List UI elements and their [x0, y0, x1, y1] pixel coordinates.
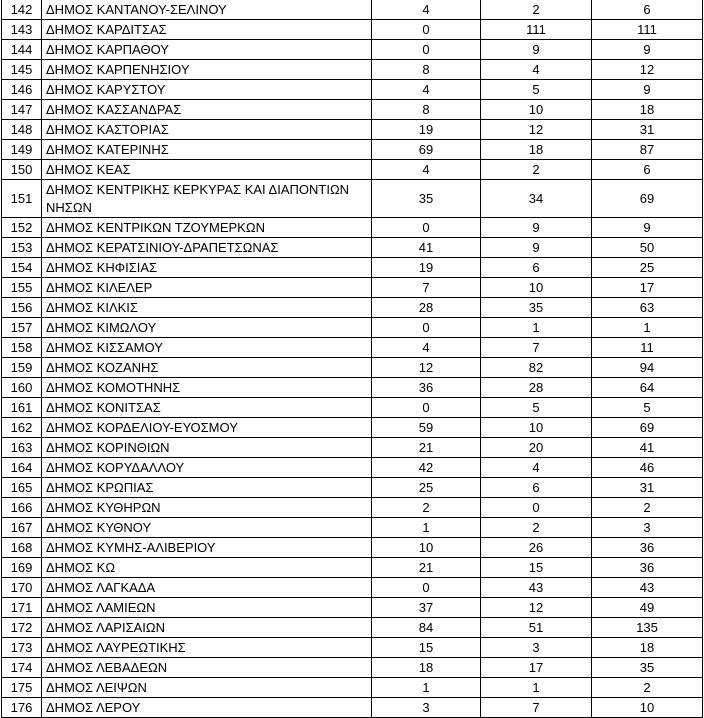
- value-b-cell: 2: [481, 0, 592, 20]
- municipality-name-cell: ΔΗΜΟΣ ΚΡΩΠΙΑΣ: [42, 478, 372, 498]
- row-number-cell: 176: [2, 698, 42, 718]
- value-b-cell: 10: [481, 278, 592, 298]
- table-row: [2, 140, 703, 160]
- total-cell: 35: [592, 658, 703, 678]
- row-number-cell: 160: [2, 378, 42, 398]
- row-number-cell: 143: [2, 20, 42, 40]
- value-b-cell: 10: [481, 418, 592, 438]
- value-b-cell: 9: [481, 40, 592, 60]
- row-number-cell: 154: [2, 258, 42, 278]
- value-b-cell: 6: [481, 258, 592, 278]
- municipality-name-cell: ΔΗΜΟΣ ΛΑΜΙΕΩΝ: [42, 598, 372, 618]
- table-row: [2, 60, 703, 80]
- total-cell: 9: [592, 80, 703, 100]
- row-number-cell: 151: [2, 180, 42, 218]
- municipality-name-cell: ΔΗΜΟΣ ΚΟΜΟΤΗΝΗΣ: [42, 378, 372, 398]
- total-cell: 69: [592, 180, 703, 218]
- value-a-cell: 28: [372, 298, 481, 318]
- municipality-name-cell: ΔΗΜΟΣ ΚΩ: [42, 558, 372, 578]
- total-cell: 11: [592, 338, 703, 358]
- total-cell: 41: [592, 438, 703, 458]
- municipality-name-cell: ΔΗΜΟΣ ΛΑΓΚΑΔΑ: [42, 578, 372, 598]
- value-a-cell: 8: [372, 60, 481, 80]
- table-row: [2, 498, 703, 518]
- total-cell: 10: [592, 698, 703, 718]
- municipality-name-cell: ΔΗΜΟΣ ΚΟΡΙΝΘΙΩΝ: [42, 438, 372, 458]
- table-row: [2, 618, 703, 638]
- row-number-cell: 157: [2, 318, 42, 338]
- row-number-cell: 161: [2, 398, 42, 418]
- total-cell: 25: [592, 258, 703, 278]
- row-number-cell: 166: [2, 498, 42, 518]
- row-number-cell: 145: [2, 60, 42, 80]
- municipality-table: [1, 0, 703, 718]
- value-b-cell: 2: [481, 518, 592, 538]
- municipality-name-cell: ΔΗΜΟΣ ΚΑΡΔΙΤΣΑΣ: [42, 20, 372, 40]
- value-a-cell: 21: [372, 558, 481, 578]
- municipality-name-cell: ΔΗΜΟΣ ΚΕΝΤΡΙΚΗΣ ΚΕΡΚΥΡΑΣ ΚΑΙ ΔΙΑΠΟΝΤΙΩΝ ΝΗΣΩΝ: [42, 180, 372, 218]
- row-number-cell: 158: [2, 338, 42, 358]
- total-cell: 63: [592, 298, 703, 318]
- value-a-cell: 0: [372, 578, 481, 598]
- municipality-name-cell: ΔΗΜΟΣ ΚΥΘΝΟΥ: [42, 518, 372, 538]
- row-number-cell: 163: [2, 438, 42, 458]
- total-cell: 2: [592, 498, 703, 518]
- row-number-cell: 146: [2, 80, 42, 100]
- table-row: [2, 358, 703, 378]
- municipality-name-cell: ΔΗΜΟΣ ΚΑΤΕΡΙΝΗΣ: [42, 140, 372, 160]
- value-b-cell: 17: [481, 658, 592, 678]
- value-a-cell: 69: [372, 140, 481, 160]
- table-row: [2, 458, 703, 478]
- table-row: [2, 578, 703, 598]
- total-cell: 1: [592, 318, 703, 338]
- table-row: [2, 318, 703, 338]
- municipality-name-cell: ΔΗΜΟΣ ΚΟΡΔΕΛΙΟΥ-ΕΥΟΣΜΟΥ: [42, 418, 372, 438]
- municipality-name-cell: ΔΗΜΟΣ ΚΥΘΗΡΩΝ: [42, 498, 372, 518]
- value-b-cell: 4: [481, 60, 592, 80]
- value-b-cell: 43: [481, 578, 592, 598]
- value-a-cell: 25: [372, 478, 481, 498]
- value-b-cell: 2: [481, 160, 592, 180]
- total-cell: 135: [592, 618, 703, 638]
- table-row: [2, 338, 703, 358]
- value-a-cell: 12: [372, 358, 481, 378]
- table-row: [2, 80, 703, 100]
- row-number-cell: 159: [2, 358, 42, 378]
- row-number-cell: 148: [2, 120, 42, 140]
- value-a-cell: 1: [372, 518, 481, 538]
- total-cell: 6: [592, 0, 703, 20]
- table-row: [2, 180, 703, 218]
- municipality-name-cell: ΔΗΜΟΣ ΚΑΡΠΕΝΗΣΙΟΥ: [42, 60, 372, 80]
- table-row: [2, 658, 703, 678]
- total-cell: 87: [592, 140, 703, 160]
- row-number-cell: 150: [2, 160, 42, 180]
- table-row: [2, 478, 703, 498]
- row-number-cell: 171: [2, 598, 42, 618]
- total-cell: 9: [592, 40, 703, 60]
- value-a-cell: 0: [372, 20, 481, 40]
- value-a-cell: 0: [372, 318, 481, 338]
- value-a-cell: 21: [372, 438, 481, 458]
- row-number-cell: 164: [2, 458, 42, 478]
- value-b-cell: 82: [481, 358, 592, 378]
- row-number-cell: 168: [2, 538, 42, 558]
- municipality-name-cell: ΔΗΜΟΣ ΛΑΡΙΣΑΙΩΝ: [42, 618, 372, 638]
- table-row: [2, 0, 703, 20]
- table-row: [2, 40, 703, 60]
- row-number-cell: 173: [2, 638, 42, 658]
- value-b-cell: 0: [481, 498, 592, 518]
- total-cell: 36: [592, 538, 703, 558]
- table-row: [2, 418, 703, 438]
- total-cell: 17: [592, 278, 703, 298]
- value-a-cell: 4: [372, 160, 481, 180]
- table-row: [2, 100, 703, 120]
- value-a-cell: 0: [372, 398, 481, 418]
- value-a-cell: 35: [372, 180, 481, 218]
- municipality-name-cell: ΔΗΜΟΣ ΚΙΛΚΙΣ: [42, 298, 372, 318]
- value-b-cell: 5: [481, 80, 592, 100]
- table-row: [2, 258, 703, 278]
- row-number-cell: 144: [2, 40, 42, 60]
- value-a-cell: 41: [372, 238, 481, 258]
- table-row: [2, 598, 703, 618]
- total-cell: 111: [592, 20, 703, 40]
- value-a-cell: 19: [372, 258, 481, 278]
- value-b-cell: 1: [481, 678, 592, 698]
- table-row: [2, 238, 703, 258]
- total-cell: 18: [592, 100, 703, 120]
- row-number-cell: 153: [2, 238, 42, 258]
- total-cell: 3: [592, 518, 703, 538]
- total-cell: 6: [592, 160, 703, 180]
- municipality-name-cell: ΔΗΜΟΣ ΚΑΝΤΑΝΟΥ-ΣΕΛΙΝΟΥ: [42, 0, 372, 20]
- total-cell: 49: [592, 598, 703, 618]
- total-cell: 9: [592, 218, 703, 238]
- row-number-cell: 175: [2, 678, 42, 698]
- row-number-cell: 170: [2, 578, 42, 598]
- municipality-name-cell: ΔΗΜΟΣ ΚΙΛΕΛΕΡ: [42, 278, 372, 298]
- total-cell: 12: [592, 60, 703, 80]
- value-a-cell: 10: [372, 538, 481, 558]
- value-b-cell: 18: [481, 140, 592, 160]
- value-b-cell: 9: [481, 238, 592, 258]
- total-cell: 64: [592, 378, 703, 398]
- value-b-cell: 10: [481, 100, 592, 120]
- value-a-cell: 4: [372, 0, 481, 20]
- value-a-cell: 0: [372, 40, 481, 60]
- value-b-cell: 28: [481, 378, 592, 398]
- value-b-cell: 5: [481, 398, 592, 418]
- total-cell: 5: [592, 398, 703, 418]
- value-a-cell: 1: [372, 678, 481, 698]
- total-cell: 69: [592, 418, 703, 438]
- municipality-name-cell: ΔΗΜΟΣ ΚΙΜΩΛΟΥ: [42, 318, 372, 338]
- table-row: [2, 558, 703, 578]
- total-cell: 94: [592, 358, 703, 378]
- value-a-cell: 15: [372, 638, 481, 658]
- table-row: [2, 120, 703, 140]
- municipality-name-cell: ΔΗΜΟΣ ΚΕΡΑΤΣΙΝΙΟΥ-ΔΡΑΠΕΤΣΩΝΑΣ: [42, 238, 372, 258]
- value-b-cell: 7: [481, 338, 592, 358]
- municipality-name-cell: ΔΗΜΟΣ ΚΕΝΤΡΙΚΩΝ ΤΖΟΥΜΕΡΚΩΝ: [42, 218, 372, 238]
- municipality-name-cell: ΔΗΜΟΣ ΚΟΡΥΔΑΛΛΟΥ: [42, 458, 372, 478]
- value-a-cell: 42: [372, 458, 481, 478]
- total-cell: 31: [592, 478, 703, 498]
- value-b-cell: 111: [481, 20, 592, 40]
- total-cell: 43: [592, 578, 703, 598]
- table-row: [2, 438, 703, 458]
- row-number-cell: 162: [2, 418, 42, 438]
- total-cell: 50: [592, 238, 703, 258]
- municipality-name-cell: ΔΗΜΟΣ ΛΕΡΟΥ: [42, 698, 372, 718]
- table-row: [2, 698, 703, 718]
- value-b-cell: 15: [481, 558, 592, 578]
- row-number-cell: 172: [2, 618, 42, 638]
- municipality-name-cell: ΔΗΜΟΣ ΚΗΦΙΣΙΑΣ: [42, 258, 372, 278]
- municipality-name-cell: ΔΗΜΟΣ ΛΕΒΑΔΕΩΝ: [42, 658, 372, 678]
- municipality-name-cell: ΔΗΜΟΣ ΚΑΣΤΟΡΙΑΣ: [42, 120, 372, 140]
- value-a-cell: 36: [372, 378, 481, 398]
- row-number-cell: 156: [2, 298, 42, 318]
- value-a-cell: 2: [372, 498, 481, 518]
- value-a-cell: 84: [372, 618, 481, 638]
- table-row: [2, 298, 703, 318]
- value-a-cell: 18: [372, 658, 481, 678]
- value-a-cell: 19: [372, 120, 481, 140]
- value-b-cell: 35: [481, 298, 592, 318]
- value-b-cell: 51: [481, 618, 592, 638]
- row-number-cell: 147: [2, 100, 42, 120]
- municipality-name-cell: ΔΗΜΟΣ ΚΑΣΣΑΝΔΡΑΣ: [42, 100, 372, 120]
- table-row: [2, 398, 703, 418]
- table-row: [2, 278, 703, 298]
- municipality-name-cell: ΔΗΜΟΣ ΚΑΡΠΑΘΟΥ: [42, 40, 372, 60]
- value-b-cell: 9: [481, 218, 592, 238]
- total-cell: 46: [592, 458, 703, 478]
- table-row: [2, 638, 703, 658]
- value-b-cell: 12: [481, 120, 592, 140]
- value-b-cell: 20: [481, 438, 592, 458]
- table-row: [2, 378, 703, 398]
- row-number-cell: 149: [2, 140, 42, 160]
- total-cell: 31: [592, 120, 703, 140]
- total-cell: 2: [592, 678, 703, 698]
- municipality-name-cell: ΔΗΜΟΣ ΛΕΙΨΩΝ: [42, 678, 372, 698]
- table-row: [2, 678, 703, 698]
- municipality-name-cell: ΔΗΜΟΣ ΚΟΖΑΝΗΣ: [42, 358, 372, 378]
- row-number-cell: 167: [2, 518, 42, 538]
- value-a-cell: 37: [372, 598, 481, 618]
- table-row: [2, 518, 703, 538]
- total-cell: 18: [592, 638, 703, 658]
- table-row: [2, 218, 703, 238]
- table-row: [2, 538, 703, 558]
- value-b-cell: 26: [481, 538, 592, 558]
- municipality-name-cell: ΔΗΜΟΣ ΚΑΡΥΣΤΟΥ: [42, 80, 372, 100]
- row-number-cell: 174: [2, 658, 42, 678]
- value-a-cell: 8: [372, 100, 481, 120]
- row-number-cell: 165: [2, 478, 42, 498]
- value-b-cell: 6: [481, 478, 592, 498]
- value-b-cell: 12: [481, 598, 592, 618]
- table-row: [2, 160, 703, 180]
- row-number-cell: 142: [2, 0, 42, 20]
- table-body: [2, 0, 703, 718]
- row-number-cell: 155: [2, 278, 42, 298]
- value-a-cell: 59: [372, 418, 481, 438]
- table-row: [2, 20, 703, 40]
- value-a-cell: 4: [372, 338, 481, 358]
- value-b-cell: 1: [481, 318, 592, 338]
- municipality-name-cell: ΔΗΜΟΣ ΚΥΜΗΣ-ΑΛΙΒΕΡΙΟΥ: [42, 538, 372, 558]
- municipality-name-cell: ΔΗΜΟΣ ΚΕΑΣ: [42, 160, 372, 180]
- value-b-cell: 7: [481, 698, 592, 718]
- value-a-cell: 7: [372, 278, 481, 298]
- value-a-cell: 0: [372, 218, 481, 238]
- value-b-cell: 34: [481, 180, 592, 218]
- value-b-cell: 4: [481, 458, 592, 478]
- value-a-cell: 3: [372, 698, 481, 718]
- value-b-cell: 3: [481, 638, 592, 658]
- municipality-name-cell: ΔΗΜΟΣ ΛΑΥΡΕΩΤΙΚΗΣ: [42, 638, 372, 658]
- value-a-cell: 4: [372, 80, 481, 100]
- municipality-name-cell: ΔΗΜΟΣ ΚΟΝΙΤΣΑΣ: [42, 398, 372, 418]
- row-number-cell: 169: [2, 558, 42, 578]
- total-cell: 36: [592, 558, 703, 578]
- municipality-name-cell: ΔΗΜΟΣ ΚΙΣΣΑΜΟΥ: [42, 338, 372, 358]
- row-number-cell: 152: [2, 218, 42, 238]
